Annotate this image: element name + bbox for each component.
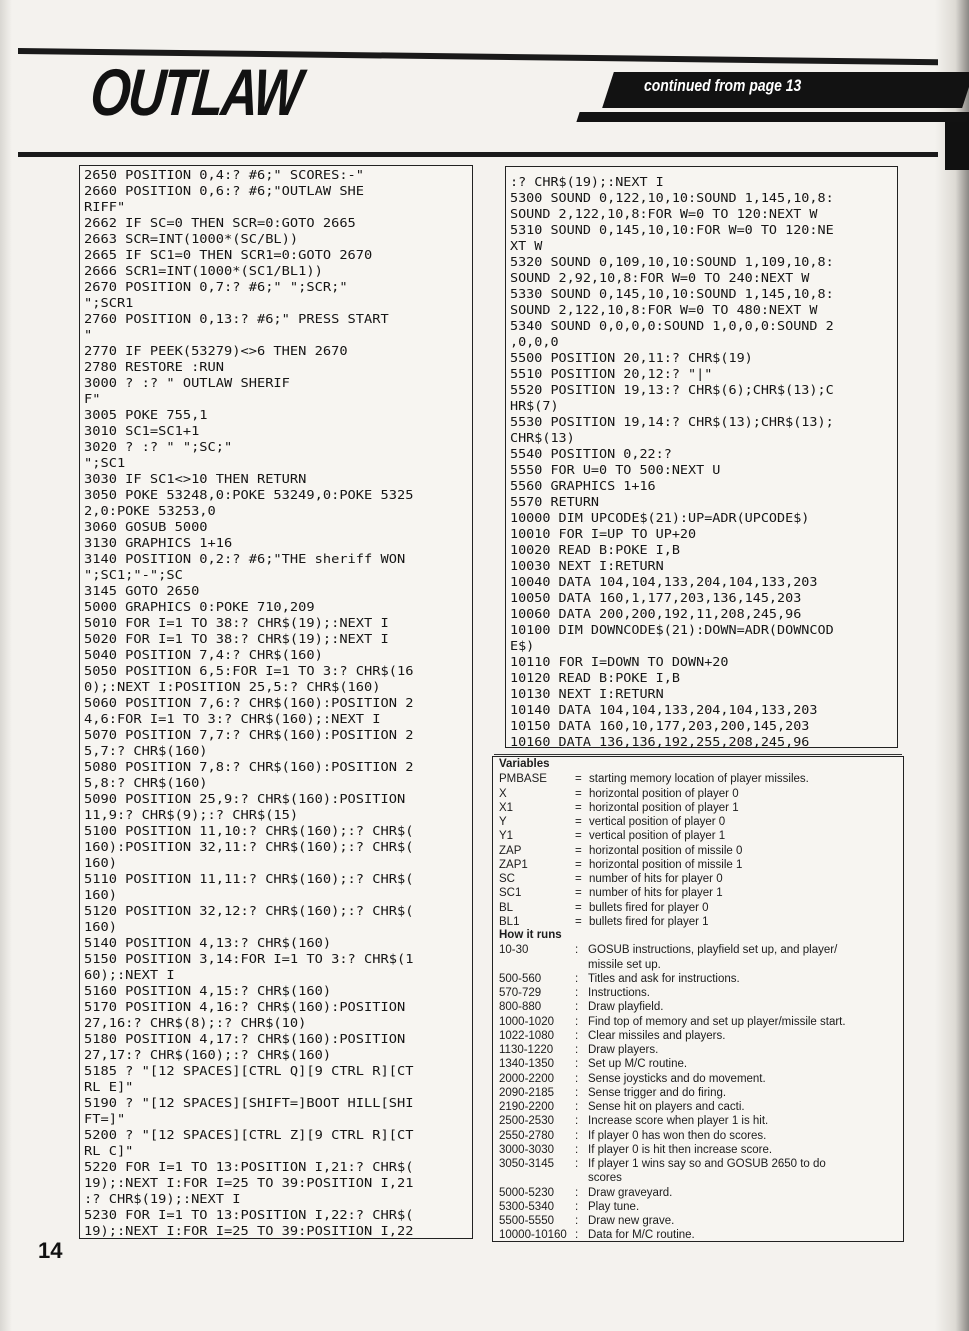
variable-row (499, 872, 899, 886)
notes-key: 3000-3030 (499, 1143, 554, 1156)
notes-description: Find top of memory and set up player/missile start. (588, 1015, 846, 1028)
notes-description: Data for M/C routine. (588, 1229, 695, 1242)
code-line: 5170 POSITION 4,16:? CHR$(160):POSITION (84, 1000, 406, 1014)
code-line: 5140 POSITION 4,13:? CHR$(160) (84, 936, 332, 950)
variable-row (499, 858, 899, 872)
routine-row (499, 1072, 899, 1086)
notes-key: 800-880 (499, 1001, 542, 1014)
code-line: 10000 DIM UPCODE$(21):UP=ADR(UPCODE$) (510, 511, 810, 525)
page-left-edge (0, 0, 12, 1331)
code-line: 5570 RETURN (510, 495, 600, 509)
code-line: RIFF" (84, 200, 126, 214)
notes-separator: = (575, 801, 582, 814)
code-line: 5510 POSITION 20,12:? "|" (510, 367, 713, 381)
code-line: SOUND 2,122,10,8:FOR W=0 TO 120:NEXT W (510, 207, 818, 221)
notes-key: Y1 (499, 830, 514, 843)
notes-key: X (499, 787, 507, 800)
code-line: 10010 FOR I=UP TO UP+20 (510, 527, 697, 541)
variable-row (499, 801, 899, 815)
code-line: E$) (510, 639, 535, 653)
notes-key: 5000-5230 (499, 1186, 554, 1199)
code-line: 27,16:? CHR$(8);:? CHR$(10) (84, 1016, 307, 1030)
routine-row (499, 1043, 899, 1057)
code-line: 19);:NEXT I:FOR I=25 TO 39:POSITION I,21 (84, 1176, 414, 1190)
code-line: 3000 ? :? " OUTLAW SHERIF (84, 376, 290, 390)
code-line: 5500 POSITION 20,11:? CHR$(19) (510, 351, 753, 365)
notes-description: Play tune. (588, 1200, 640, 1213)
notes-description: horizontal position of missile 0 (589, 844, 743, 857)
variable-row (499, 915, 899, 929)
notes-separator: : (575, 1044, 579, 1056)
code-line: 2650 POSITION 0,4:? #6;" SCORES:-" (84, 168, 365, 182)
code-listing-right (505, 166, 898, 748)
notes-key: 5500-5550 (499, 1215, 554, 1227)
code-line: 5340 SOUND 0,0,0,0:SOUND 1,0,0,0:SOUND 2 (510, 319, 834, 333)
variable-row (499, 787, 899, 801)
code-line: 10150 DATA 160,10,177,203,200,145,203 (510, 719, 810, 733)
notes-key: 500-560 (499, 972, 542, 985)
code-line: 3005 POKE 755,1 (84, 408, 208, 422)
notes-key: ZAP (499, 844, 522, 857)
notes-description: Set up M/C routine. (588, 1058, 688, 1071)
routine-row-continued (499, 958, 899, 972)
notes-description: Titles and ask for instructions. (588, 972, 740, 985)
code-line: 5230 FOR I=1 TO 13:POSITION I,22:? CHR$( (84, 1208, 414, 1222)
code-line: 5090 POSITION 25,9:? CHR$(160):POSITION (84, 792, 406, 806)
notes-separator: : (575, 1001, 579, 1014)
code-line: 10110 FOR I=DOWN TO DOWN+20 (510, 655, 729, 669)
code-line: 160) (84, 888, 117, 902)
article-title: OUTLAW (87, 55, 303, 129)
routine-row (499, 972, 899, 986)
notes-separator: = (575, 773, 582, 786)
code-line: 3130 GRAPHICS 1+16 (84, 536, 233, 550)
notes-separator: : (575, 987, 579, 999)
notes-description: Sense trigger and do firing. (588, 1086, 727, 1099)
notes-separator: = (575, 858, 582, 871)
notes-key: 2550-2780 (499, 1129, 554, 1142)
code-line: 5100 POSITION 11,10:? CHR$(160);:? CHR$( (84, 824, 414, 838)
routine-row (499, 1029, 899, 1043)
variable-row (499, 772, 899, 786)
code-line: ";SC1;"-";SC (84, 568, 183, 582)
notes-separator: = (575, 887, 582, 900)
notes-key: 10000-10160 (499, 1229, 567, 1242)
notes-separator: = (575, 816, 582, 828)
article-banner (18, 48, 938, 158)
code-line: 2660 POSITION 0,6:? #6;"OUTLAW SHE (84, 184, 365, 198)
notes-key: 2500-2530 (499, 1115, 554, 1128)
code-line: 5120 POSITION 32,12:? CHR$(160);:? CHR$( (84, 904, 414, 918)
notes-key: 3050-3145 (499, 1158, 554, 1170)
code-line: 2770 IF PEEK(53279)<>6 THEN 2670 (84, 344, 348, 358)
notes-separator: : (575, 1115, 579, 1128)
code-line: 5070 POSITION 7,7:? CHR$(160):POSITION 2 (84, 728, 414, 742)
routine-row (499, 1000, 899, 1014)
code-line: XT W (510, 239, 543, 253)
notes-separator: : (575, 1186, 579, 1199)
notes-separator: = (575, 830, 582, 843)
notes-description: GOSUB instructions, playfield set up, and player/ (588, 944, 838, 957)
code-line: 5520 POSITION 19,13:? CHR$(6);CHR$(13);C (510, 383, 834, 397)
notes-separator: : (575, 1015, 579, 1028)
code-line: 3140 POSITION 0,2:? #6;"THE sheriff WON (84, 552, 406, 566)
notes-separator: : (575, 1229, 579, 1242)
routine-row (499, 1015, 899, 1029)
notes-separator: = (575, 844, 582, 857)
code-line: 160) (84, 920, 117, 934)
code-line: 5040 POSITION 7,4:? CHR$(160) (84, 648, 323, 662)
code-line: 5020 FOR I=1 TO 38:? CHR$(19);:NEXT I (84, 632, 389, 646)
code-line: 10140 DATA 104,104,133,204,104,133,203 (510, 703, 818, 717)
notes-separator: = (575, 873, 582, 885)
code-line: 3060 GOSUB 5000 (84, 520, 208, 534)
notes-separator: : (575, 1072, 579, 1085)
notes-description: bullets fired for player 1 (589, 915, 709, 928)
code-line: RL E]" (84, 1080, 134, 1094)
code-line: 4,6:FOR I=1 TO 3:? CHR$(160);:NEXT I (84, 712, 381, 726)
notes-separator: : (575, 1143, 579, 1156)
variable-row (499, 829, 899, 843)
notes-description: Sense joysticks and do movement. (588, 1072, 766, 1085)
notes-key: SC1 (499, 887, 522, 900)
routine-row (499, 1200, 899, 1214)
page-right-edge (935, 0, 969, 1331)
notes-separator: = (575, 915, 582, 928)
notes-description: Sense hit on players and cacti. (588, 1101, 745, 1113)
code-line: 10130 NEXT I:RETURN (510, 687, 664, 701)
routine-row (499, 1143, 899, 1157)
banner-stripe-lower (576, 112, 969, 122)
code-line: 5550 FOR U=0 TO 500:NEXT U (510, 463, 721, 477)
notes-heading: How it runs (499, 929, 562, 941)
notes-description: If player 1 wins say so and GOSUB 2650 to do (588, 1158, 826, 1170)
code-line: 5300 SOUND 0,122,10,10:SOUND 1,145,10,8: (510, 191, 834, 205)
variable-row (499, 844, 899, 858)
code-line: 10050 DATA 160,1,177,203,136,145,203 (510, 591, 802, 605)
notes-key: 2190-2200 (499, 1101, 554, 1113)
notes-description: Draw graveyard. (588, 1186, 673, 1199)
code-line: 5080 POSITION 7,8:? CHR$(160):POSITION 2 (84, 760, 414, 774)
code-line: SOUND 2,122,10,8:FOR W=0 TO 480:NEXT W (510, 303, 818, 317)
routine-row (499, 943, 899, 957)
notes-key: 570-729 (499, 987, 542, 999)
code-line: 5150 POSITION 3,14:FOR I=1 TO 3:? CHR$(1 (84, 952, 414, 966)
column-separator (494, 754, 902, 755)
code-line: 5060 POSITION 7,6:? CHR$(160):POSITION 2 (84, 696, 414, 710)
code-line: 10100 DIM DOWNCODE$(21):DOWN=ADR(DOWNCOD (510, 623, 834, 637)
code-line: ,0,0,0 (510, 335, 559, 349)
notes-key: 5300-5340 (499, 1200, 554, 1213)
routine-row (499, 1100, 899, 1114)
code-line: 3030 IF SC1<>10 THEN RETURN (84, 472, 307, 486)
routine-row (499, 986, 899, 1000)
notes-key: Y (499, 816, 507, 828)
code-line: 5200 ? "[12 SPACES][CTRL Z][9 CTRL R][CT (84, 1128, 414, 1142)
code-line: 160) (84, 856, 117, 870)
notes-description: Clear missiles and players. (588, 1029, 726, 1042)
code-line: FT=]" (84, 1112, 126, 1126)
routine-row (499, 1214, 899, 1228)
code-line: 5530 POSITION 19,14:? CHR$(13);CHR$(13); (510, 415, 834, 429)
notes-description: Increase score when player 1 is hit. (588, 1115, 769, 1128)
notes-description: If player 0 has won then do scores. (588, 1129, 767, 1142)
code-line: CHR$(13) (510, 431, 575, 445)
code-line: 19);:NEXT I:FOR I=25 TO 39:POSITION I,22 (84, 1224, 414, 1238)
page-number: 14 (38, 1238, 63, 1263)
routine-row-continued (499, 1171, 899, 1185)
notes-key: 10-30 (499, 944, 529, 957)
notes-separator: : (575, 1129, 579, 1142)
code-line: 2665 IF SC1=0 THEN SCR1=0:GOTO 2670 (84, 248, 373, 262)
code-line: 2760 POSITION 0,13:? #6;" PRESS START (84, 312, 389, 326)
notes-key: ZAP1 (499, 858, 528, 871)
notes-separator: = (575, 787, 582, 800)
notes-description: Draw players. (588, 1044, 659, 1056)
code-line: 5185 ? "[12 SPACES][CTRL Q][9 CTRL R][CT (84, 1064, 414, 1078)
code-line: 2,0:POKE 53253,0 (84, 504, 216, 518)
code-line: 5190 ? "[12 SPACES][SHIFT=]BOOT HILL[SHI (84, 1096, 414, 1110)
notes-key: 2000-2200 (499, 1072, 554, 1085)
notes-description: vertical position of player 0 (589, 816, 726, 828)
routine-row (499, 1114, 899, 1128)
code-line: 3020 ? :? " ";SC;" (84, 440, 233, 454)
notes-description: Draw new grave. (588, 1215, 675, 1227)
code-line: SOUND 2,92,10,8:FOR W=0 TO 240:NEXT W (510, 271, 810, 285)
code-line: 2780 RESTORE :RUN (84, 360, 225, 374)
code-line: 5220 FOR I=1 TO 13:POSITION I,21:? CHR$( (84, 1160, 414, 1174)
notes-description: horizontal position of player 1 (589, 801, 739, 814)
code-line: 5,7:? CHR$(160) (84, 744, 208, 758)
code-line: 160):POSITION 32,11:? CHR$(160);:? CHR$( (84, 840, 414, 854)
code-line: 5050 POSITION 6,5:FOR I=1 TO 3:? CHR$(16 (84, 664, 414, 678)
notes-description: Draw playfield. (588, 1001, 664, 1014)
code-line: 5110 POSITION 11,11:? CHR$(160);:? CHR$( (84, 872, 414, 886)
code-line: 5310 SOUND 0,145,10,10:FOR W=0 TO 120:NE (510, 223, 834, 237)
code-line: 2663 SCR=INT(1000*(SC/BL)) (84, 232, 299, 246)
code-line: :? CHR$(19);:NEXT I (84, 1192, 241, 1206)
notes-description: horizontal position of player 0 (589, 787, 739, 800)
notes-separator: = (575, 901, 582, 914)
code-line: 60);:NEXT I (84, 968, 175, 982)
code-line: 27,17:? CHR$(160);:? CHR$(160) (84, 1048, 332, 1062)
code-line: 3010 SC1=SC1+1 (84, 424, 200, 438)
program-notes (492, 756, 904, 1242)
code-line: :? CHR$(19);:NEXT I (510, 175, 664, 189)
notes-key: 1340-1350 (499, 1058, 554, 1071)
code-line: ";SCR1 (84, 296, 134, 310)
notes-separator: : (575, 1029, 579, 1042)
notes-description: vertical position of player 1 (589, 830, 726, 843)
notes-description: horizontal position of missile 1 (589, 858, 743, 871)
code-line: HR$(7) (510, 399, 559, 413)
notes-key: 1022-1080 (499, 1029, 554, 1042)
notes-key: 2090-2185 (499, 1086, 554, 1099)
notes-description: Instructions. (588, 987, 650, 999)
routine-row (499, 1129, 899, 1143)
notes-key: 1130-1220 (499, 1044, 554, 1056)
banner-bottom-rule (18, 152, 938, 157)
variable-row (499, 901, 899, 915)
notes-separator: : (575, 972, 579, 985)
routine-row (499, 1157, 899, 1171)
code-line: 5180 POSITION 4,17:? CHR$(160):POSITION (84, 1032, 406, 1046)
notes-separator: : (575, 1058, 579, 1071)
code-line: 3050 POKE 53248,0:POKE 53249,0:POKE 5325 (84, 488, 414, 502)
code-line: 5540 POSITION 0,22:? (510, 447, 672, 461)
code-line: 2662 IF SC=0 THEN SCR=0:GOTO 2665 (84, 216, 356, 230)
code-line: 11,9:? CHR$(9);:? CHR$(15) (84, 808, 299, 822)
notes-description: number of hits for player 1 (589, 887, 723, 900)
notes-description: number of hits for player 0 (589, 873, 723, 885)
code-line: 5330 SOUND 0,145,10,10:SOUND 1,145,10,8: (510, 287, 834, 301)
code-line: " (84, 328, 93, 342)
notes-key: BL (499, 901, 514, 914)
notes-description: bullets fired for player 0 (589, 901, 709, 914)
code-line: 5000 GRAPHICS 0:POKE 710,209 (84, 600, 315, 614)
notes-description: If player 0 is hit then increase score. (588, 1143, 773, 1156)
notes-key: 1000-1020 (499, 1015, 554, 1028)
code-line: 10120 READ B:POKE I,B (510, 671, 680, 685)
notes-separator: : (575, 1101, 579, 1113)
code-line: 5560 GRAPHICS 1+16 (510, 479, 656, 493)
variable-row (499, 886, 899, 900)
notes-key: SC (499, 873, 515, 885)
notes-description: missile set up. (588, 958, 661, 971)
notes-separator: : (575, 1086, 579, 1099)
notes-separator: : (575, 1215, 579, 1227)
code-line: 0);:NEXT I:POSITION 25,5:? CHR$(160) (84, 680, 381, 694)
notes-description: scores (588, 1172, 622, 1185)
code-listing-left (79, 165, 473, 1239)
continued-note: continued from page 13 (644, 76, 802, 95)
code-line: 10060 DATA 200,200,192,11,208,245,96 (510, 607, 802, 621)
routine-row (499, 1228, 899, 1242)
code-line: 2666 SCR1=INT(1000*(SC1/BL1)) (84, 264, 323, 278)
notes-key: X1 (499, 801, 514, 814)
code-line: 10040 DATA 104,104,133,204,104,133,203 (510, 575, 818, 589)
routine-row (499, 1057, 899, 1071)
code-line: 3145 GOTO 2650 (84, 584, 200, 598)
notes-heading: Variables (499, 758, 550, 770)
notes-separator: : (575, 1200, 579, 1213)
notes-separator: : (575, 1158, 579, 1170)
code-line: 5160 POSITION 4,15:? CHR$(160) (84, 984, 332, 998)
code-line: 5010 FOR I=1 TO 38:? CHR$(19);:NEXT I (84, 616, 389, 630)
code-line: 10020 READ B:POKE I,B (510, 543, 680, 557)
notes-description: starting memory location of player missiles. (589, 773, 809, 786)
notes-key: BL1 (499, 915, 520, 928)
routine-row (499, 1186, 899, 1200)
code-line: ";SC1 (84, 456, 126, 470)
code-line: RL C]" (84, 1144, 134, 1158)
code-line: 5,8:? CHR$(160) (84, 776, 208, 790)
notes-separator: : (575, 944, 579, 957)
code-line: F" (84, 392, 101, 406)
routine-row (499, 1086, 899, 1100)
code-line: 10030 NEXT I:RETURN (510, 559, 664, 573)
code-line: 5320 SOUND 0,109,10,10:SOUND 1,109,10,8: (510, 255, 834, 269)
notes-key: PMBASE (499, 773, 547, 786)
code-line: 10160 DATA 136,136,192,255,208,245,96 (510, 735, 810, 749)
code-line: 2670 POSITION 0,7:? #6;" ";SCR;" (84, 280, 348, 294)
variable-row (499, 815, 899, 829)
